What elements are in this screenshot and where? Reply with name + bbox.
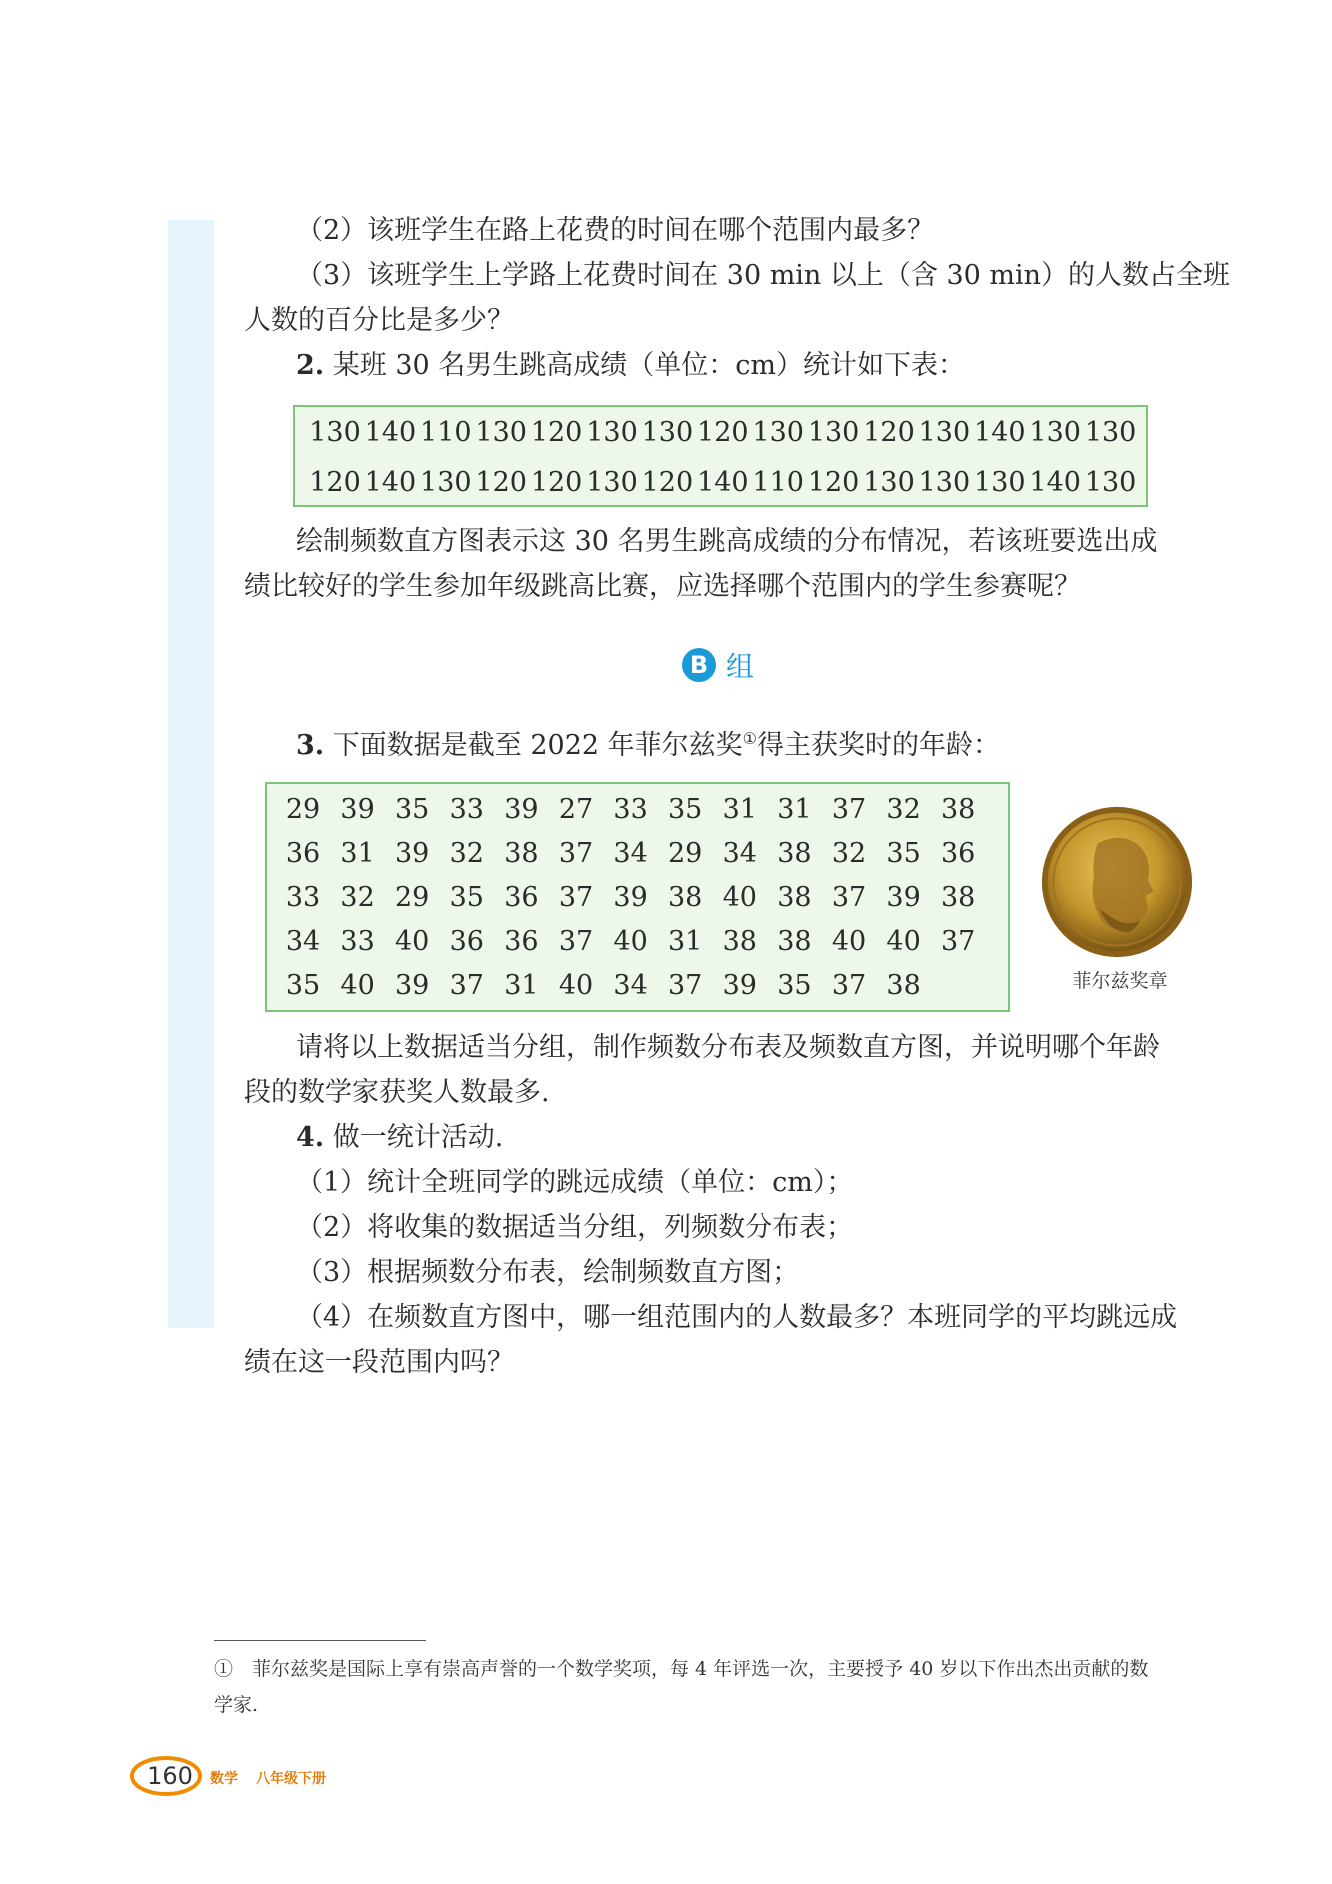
table-cell: 130 (918, 467, 971, 498)
question-1-part-3: （3）该班学生上学路上花费时间在 30 min 以上（含 30 min）的人数占全班 (296, 260, 1231, 291)
question-2-instruction: 绘制频数直方图表示这 30 名男生跳高成绩的分布情况，若该班要选出成 (296, 526, 1158, 557)
table-cell: 34 (722, 838, 757, 869)
table-cell: 33 (613, 794, 648, 825)
table-row (267, 878, 1008, 918)
table-cell: 36 (941, 838, 976, 869)
table-cell: 34 (285, 926, 321, 957)
question-4-title (296, 1121, 503, 1155)
table-cell: 130 (586, 467, 638, 498)
table-cell: 33 (285, 882, 321, 913)
table-cell: 120 (641, 467, 694, 498)
table-cell: 130 (807, 417, 860, 448)
page-number: 160 (147, 1762, 193, 1790)
table-cell: 120 (530, 417, 583, 448)
table-cell: 130 (752, 417, 804, 448)
book-grade: 八年级下册 (256, 1771, 326, 1787)
table-cell: 39 (886, 882, 921, 913)
table-cell: 39 (613, 882, 648, 913)
table-cell: 35 (395, 794, 430, 825)
table-cell: 38 (668, 882, 703, 913)
table-cell: 39 (340, 794, 375, 825)
table-cell: 120 (697, 417, 749, 448)
table-cell: 40 (340, 970, 375, 1001)
table-cell: 38 (722, 926, 757, 957)
table-cell: 120 (475, 467, 527, 498)
table-cell: 31 (340, 838, 375, 869)
table-cell: 140 (1029, 467, 1081, 498)
table-cell: 36 (285, 838, 321, 869)
table-cell: 32 (831, 838, 867, 869)
table-cell: 130 (918, 417, 971, 448)
table-cell: 37 (831, 970, 867, 1001)
table-cell: 37 (831, 794, 867, 825)
table-row (267, 922, 1008, 962)
table-cell: 35 (668, 794, 703, 825)
question-1-part-2: （2）该班学生在路上花费的时间在哪个范围内最多？ (296, 215, 935, 246)
table-cell: 36 (449, 926, 484, 957)
medal-caption: 菲尔兹奖章 (1072, 970, 1168, 992)
footnote-marker: ① (742, 729, 757, 748)
table-row (267, 966, 1008, 1006)
group-b-label: 组 (726, 650, 755, 683)
table-cell: 38 (941, 794, 976, 825)
table-row (295, 413, 1146, 453)
table-cell: 130 (1084, 467, 1137, 498)
question-4-part-1: （1）统计全班同学的跳远成绩（单位：cm）； (296, 1167, 854, 1198)
table-cell: 120 (863, 417, 915, 448)
footnote-line-2: 学家. (214, 1694, 259, 1716)
question-3-number: 3. (296, 730, 325, 761)
table-cell: 38 (777, 926, 812, 957)
table-cell: 35 (285, 970, 321, 1001)
table-cell: 37 (558, 838, 594, 869)
book-subject: 数学 (210, 1771, 238, 1787)
table-cell: 130 (309, 417, 361, 448)
table-cell: 27 (558, 794, 594, 825)
table-cell: 40 (395, 926, 430, 957)
table-cell: 140 (697, 467, 749, 498)
table-cell: 120 (309, 467, 361, 498)
table-cell: 37 (449, 970, 484, 1001)
table-cell: 34 (613, 838, 648, 869)
question-1-part-3-cont: 人数的百分比是多少？ (244, 305, 514, 336)
table-cell: 110 (752, 467, 804, 498)
table-cell: 33 (449, 794, 484, 825)
footnote-line-1: ① 菲尔兹奖是国际上享有崇高声誉的一个数学奖项，每 4 年评选一次，主要授予 40 岁以下作出杰出贡献的数 (214, 1658, 1149, 1680)
table-cell: 140 (974, 417, 1026, 448)
table-cell: 40 (613, 926, 648, 957)
table-cell: 32 (886, 794, 921, 825)
table-row (295, 463, 1146, 503)
table-cell: 130 (475, 417, 527, 448)
table-cell: 37 (558, 926, 594, 957)
table-cell: 36 (504, 882, 539, 913)
question-4-part-4: （4）在频数直方图中，哪一组范围内的人数最多？本班同学的平均跳远成 (296, 1302, 1178, 1333)
jump-height-table (293, 405, 1148, 507)
group-b-heading (682, 645, 754, 685)
table-cell: 35 (886, 838, 921, 869)
table-cell: 32 (449, 838, 484, 869)
table-cell: 130 (586, 417, 638, 448)
table-cell: 130 (1084, 417, 1137, 448)
question-3-instruction-cont: 段的数学家获奖人数最多. (244, 1077, 550, 1108)
table-cell: 38 (777, 838, 812, 869)
table-cell: 29 (668, 838, 703, 869)
question-2-text: 某班 30 名男生跳高成绩（单位：cm）统计如下表： (324, 350, 966, 381)
table-cell: 36 (504, 926, 539, 957)
table-cell: 110 (420, 417, 472, 448)
question-4-text: 做一统计活动. (324, 1122, 504, 1153)
table-cell: 39 (395, 970, 430, 1001)
question-2-number: 2. (296, 350, 325, 381)
table-cell: 39 (395, 838, 430, 869)
table-cell: 32 (340, 882, 375, 913)
table-cell: 39 (722, 970, 757, 1001)
table-cell: 40 (886, 926, 921, 957)
question-2-instruction-cont: 绩比较好的学生参加年级跳高比赛，应选择哪个范围内的学生参赛呢？ (244, 571, 1081, 602)
table-row (267, 790, 1008, 830)
table-cell: 38 (504, 838, 539, 869)
question-3-instruction: 请将以上数据适当分组，制作频数分布表及频数直方图，并说明哪个年龄 (296, 1032, 1160, 1063)
table-cell: 33 (340, 926, 375, 957)
table-cell: 37 (558, 882, 594, 913)
question-4-part-3: （3）根据频数分布表，绘制频数直方图； (296, 1257, 800, 1288)
question-2-title (296, 349, 965, 383)
table-cell: 130 (974, 467, 1026, 498)
table-cell: 38 (886, 970, 921, 1001)
fields-medal-ages-table (265, 782, 1010, 1012)
table-cell: 29 (285, 794, 321, 825)
fields-medal-image (1040, 805, 1194, 959)
question-4-number: 4. (296, 1122, 325, 1153)
table-cell: 140 (364, 417, 417, 448)
group-b-badge: B (682, 648, 716, 682)
question-4-part-2: （2）将收集的数据适当分组，列频数分布表； (296, 1212, 854, 1243)
table-cell: 37 (668, 970, 703, 1001)
footnote-divider (214, 1640, 426, 1641)
sidebar-band (168, 220, 214, 1328)
table-cell: 39 (504, 794, 539, 825)
table-cell: 140 (364, 467, 417, 498)
table-cell: 37 (831, 882, 867, 913)
table-cell: 120 (807, 467, 860, 498)
question-4-part-4-cont: 绩在这一段范围内吗？ (244, 1347, 514, 1378)
table-cell: 40 (831, 926, 867, 957)
table-cell: 120 (530, 467, 583, 498)
question-3-text-end: 得主获奖时的年龄： (757, 730, 1000, 761)
table-cell: 40 (558, 970, 594, 1001)
table-cell: 130 (641, 417, 694, 448)
question-3-title (296, 722, 1000, 763)
table-cell: 38 (941, 882, 976, 913)
table-cell: 35 (449, 882, 484, 913)
table-cell: 35 (777, 970, 812, 1001)
table-row (267, 834, 1008, 874)
table-cell: 37 (941, 926, 976, 957)
table-cell: 130 (1029, 417, 1081, 448)
table-cell: 40 (722, 882, 757, 913)
table-cell: 31 (504, 970, 539, 1001)
table-cell: 29 (395, 882, 430, 913)
table-cell: 38 (777, 882, 812, 913)
table-cell: 130 (863, 467, 915, 498)
table-cell: 31 (668, 926, 703, 957)
table-cell: 31 (722, 794, 757, 825)
table-cell: 130 (420, 467, 472, 498)
question-3-text: 下面数据是截至 2022 年菲尔兹奖 (324, 730, 743, 761)
table-cell: 31 (777, 794, 812, 825)
table-cell: 34 (613, 970, 648, 1001)
